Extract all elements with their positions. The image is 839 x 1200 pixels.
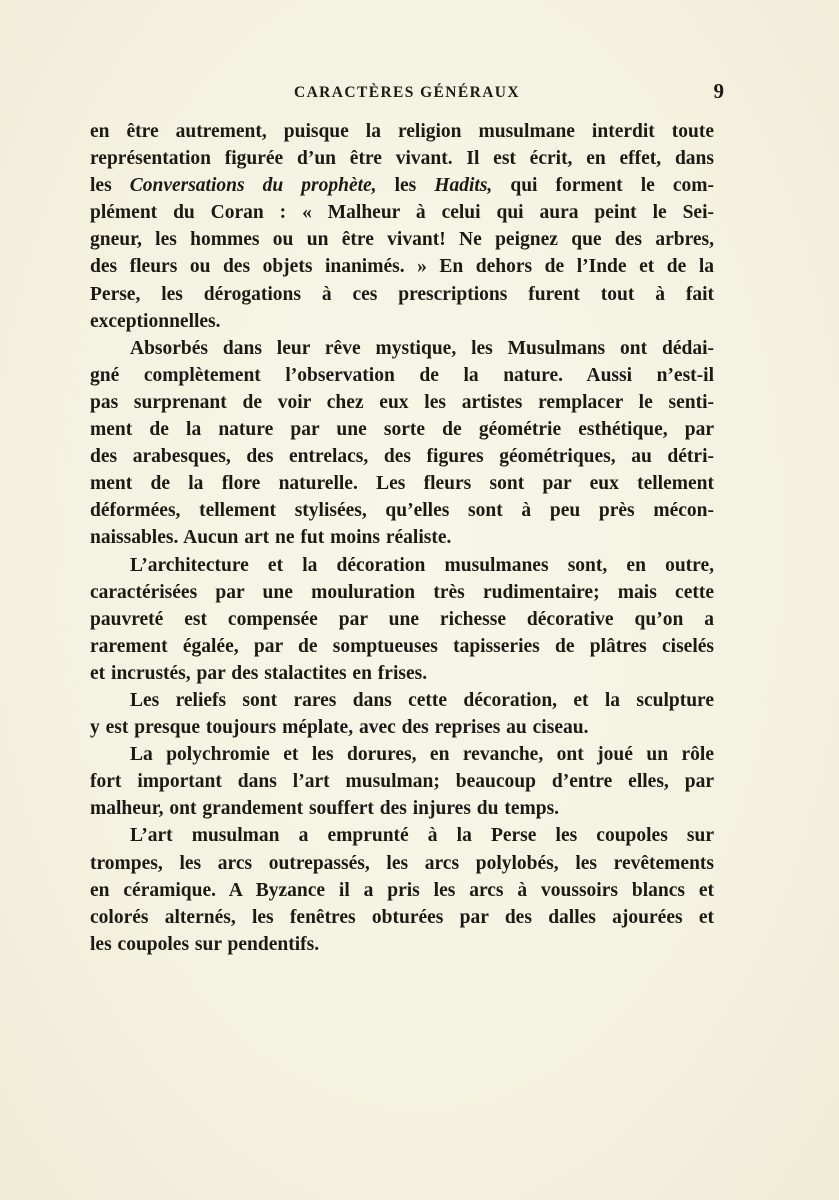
text-line: ment de la flore naturelle. Les fleurs sont par eux tellement xyxy=(90,473,714,495)
text-line: y est presque toujours méplate, avec des reprises au ciseau. xyxy=(90,717,589,739)
book-title: Conversations du prophète, xyxy=(129,175,377,197)
text-line: des fleurs ou des objets inanimés. » En dehors de l’Inde et de la xyxy=(90,256,714,278)
text-line: des arabesques, des entrelacs, des figures géométriques, au détri- xyxy=(90,446,714,468)
text-line: les coupoles sur pendentifs. xyxy=(90,933,320,955)
text-line: Les reliefs sont rares dans cette décoration, et la sculpture xyxy=(130,689,714,711)
text-line: les Conversations du prophète, les Hadits, qui forment le com- xyxy=(90,175,714,197)
text-line: La polychromie et les dorures, en revanche, ont joué un rôle xyxy=(130,744,714,766)
paragraph xyxy=(90,687,714,741)
text-line: représentation figurée d’un être vivant. Il est écrit, en effet, dans xyxy=(90,148,714,170)
paragraph xyxy=(90,335,714,552)
text-line: caractérisées par une mouluration très rudimentaire; mais cette xyxy=(90,581,714,603)
page-number: 9 xyxy=(713,79,724,103)
text-line: pas surprenant de voir chez eux les artistes remplacer le senti- xyxy=(90,391,714,413)
paragraph xyxy=(90,552,714,687)
paragraph xyxy=(90,822,714,957)
text-line: pauvreté est compensée par une richesse décorative qu’on a xyxy=(90,608,714,630)
text-line: naissables. Aucun art ne fut moins réaliste. xyxy=(90,527,452,549)
text-line: exceptionnelles. xyxy=(90,310,221,332)
text-line: fort important dans l’art musulman; beaucoup d’entre elles, par xyxy=(90,771,714,793)
text-line: en céramique. A Byzance il a pris les arcs à voussoirs blancs et xyxy=(90,879,714,901)
body-text xyxy=(90,118,714,958)
text-line: Absorbés dans leur rêve mystique, les Musulmans ont dédai- xyxy=(130,337,714,359)
text-line: L’art musulman a emprunté à la Perse les coupoles sur xyxy=(130,825,714,847)
text-line: et incrustés, par des stalactites en frises. xyxy=(90,662,428,684)
paragraph xyxy=(90,741,714,822)
text-line: gné complètement l’observation de la nature. Aussi n’est-il xyxy=(90,364,714,386)
text-line: trompes, les arcs outrepassés, les arcs polylobés, les revêtements xyxy=(90,852,714,874)
text-line: plément du Coran : « Malheur à celui qui aura peint le Sei- xyxy=(90,202,714,224)
text-line: ment de la nature par une sorte de géométrie esthétique, par xyxy=(90,419,714,441)
text-line: Perse, les dérogations à ces prescriptions furent tout à fait xyxy=(90,283,714,305)
text-line: gneur, les hommes ou un être vivant! Ne peignez que des arbres, xyxy=(90,229,714,251)
running-head xyxy=(90,79,724,106)
book-title: Hadits, xyxy=(434,175,493,197)
text-line: colorés alternés, les fenêtres obturées par des dalles ajourées et xyxy=(90,906,714,928)
text-line: en être autrement, puisque la religion musulmane interdit toute xyxy=(90,121,714,142)
paragraph xyxy=(90,118,714,335)
text-line: rarement égalée, par de somptueuses tapisseries de plâtres ciselés xyxy=(90,635,714,657)
text-line: L’architecture et la décoration musulmanes sont, en outre, xyxy=(130,554,714,576)
text-line: malheur, ont grandement souffert des injures du temps. xyxy=(90,798,560,820)
text-line: déformées, tellement stylisées, qu’elles sont à peu près mécon- xyxy=(90,500,714,522)
running-title: CARACTÈRES GÉNÉRAUX xyxy=(294,84,520,101)
